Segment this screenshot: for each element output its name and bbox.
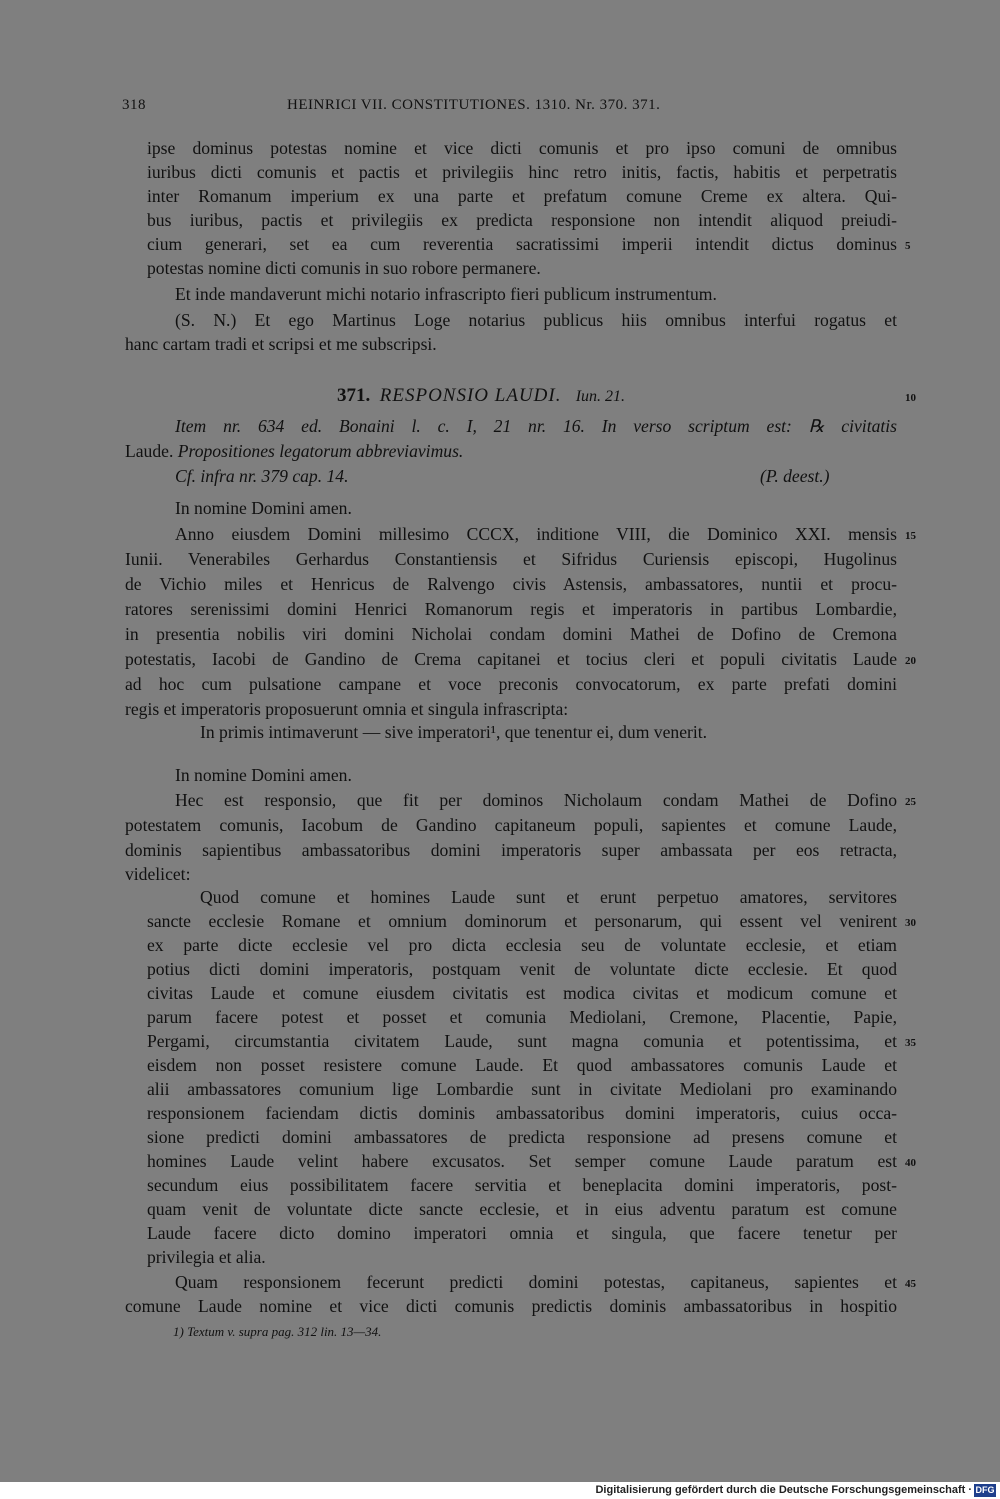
page-number: 318 — [122, 97, 146, 113]
text-line: privilegia et alia. — [147, 1247, 266, 1267]
text-line: sancte ecclesie Romane et omnium dominorum et personarum, qui essent vel venirent — [147, 911, 897, 931]
text-line: iuribus dicti comunis et pactis et privilegiis hinc retro initis, factis, habitis et perpetratis — [147, 162, 897, 182]
text-line: responsionem faciendam dictis dominis ambassatoribus domini imperatoris, cuius occa- — [147, 1103, 897, 1123]
text-line: sione predicti domini ambassatores de predicta responsione ad presens comune et — [147, 1127, 897, 1147]
text-line: alii ambassatores comunium lige Lombardie sunt in civitate Mediolani pro examinando — [147, 1079, 897, 1099]
source-line — [125, 439, 463, 463]
source-line: Cf. infra nr. 379 cap. 14. — [175, 466, 349, 486]
section-number: 371. — [337, 385, 371, 406]
margin-number: 40 — [905, 1157, 916, 1169]
text-line: In primis intimaverunt — sive imperatori¹, que tenentur ei, dum venerit. — [200, 722, 708, 742]
text-line: quam venit de voluntate dicte sancte ecclesie, et in eius adventu paratum est comune — [147, 1199, 897, 1219]
section-title — [337, 383, 625, 410]
margin-number: 25 — [905, 796, 916, 808]
text-line: Hec est responsio, que fit per dominos Nicholaum condam Mathei de Dofino — [175, 790, 897, 810]
source-line: Item nr. 634 ed. Bonaini l. c. I, 21 nr. 16. In verso scriptum est: ℞ civitatis — [175, 416, 897, 436]
text-line: In nomine Domini amen. — [175, 498, 352, 518]
margin-number: 30 — [905, 917, 916, 929]
text-line: Et inde mandaverunt michi notario infrascripto fieri publicum instrumentum. — [175, 284, 717, 304]
text-line: eisdem non posset resistere comune Laude. Et quod ambassatores comunis Laude et — [147, 1055, 897, 1075]
text-line: Pergami, circumstantia civitatem Laude, sunt magna comunia et potentissima, et — [147, 1031, 897, 1051]
text-line: hanc cartam tradi et scripsi et me subscripsi. — [125, 334, 437, 354]
text-line: inter Romanum imperium ex una parte et prefatum comune Creme ex altera. Qui- — [147, 186, 897, 206]
text-line: ad hoc cum pulsatione campane et voce preconis convocatorum, ex parte prefati domini — [125, 674, 897, 694]
text-line: ipse dominus potestas nomine et vice dicti comunis et pro ipso comuni de omnibus — [147, 138, 897, 158]
margin-number: 45 — [905, 1278, 916, 1290]
text-line: de Vichio miles et Henricus de Ralvengo civis Astensis, ambassatores, nuntii et procu- — [125, 574, 897, 594]
source-abbrev: Propositiones legatorum abbreviavimus. — [177, 441, 464, 461]
source-laude: Laude. — [125, 441, 174, 461]
text-line: secundum eius possibilitatem facere servitia et beneplacita domini imperatoris, post- — [147, 1175, 897, 1195]
running-title: HEINRICI VII. CONSTITUTIONES. 1310. Nr. 370. 371. — [287, 97, 661, 113]
text-line: potestas nomine dicti comunis in suo robore permanere. — [147, 258, 541, 278]
text-line: ex parte dicte ecclesie vel pro dicta ecclesia seu de voluntate ecclesie, et etiam — [147, 935, 897, 955]
text-line: Anno eiusdem Domini millesimo CCCX, inditione VIII, die Dominico XXI. mensis — [175, 524, 897, 544]
text-line: potestatem comunis, Iacobum de Gandino capitaneum populi, sapientes et comune Laude, — [125, 815, 897, 835]
digitization-footer — [0, 1482, 1000, 1499]
footnote: 1) Textum v. supra pag. 312 lin. 13—34. — [173, 1324, 382, 1339]
text-line: In nomine Domini amen. — [175, 765, 352, 785]
text-line: homines Laude velint habere excusatos. Set semper comune Laude paratum est — [147, 1151, 897, 1171]
margin-number: 35 — [905, 1037, 916, 1049]
text-line: Quam responsionem fecerunt predicti domini potestas, capitaneus, sapientes et — [175, 1272, 897, 1292]
text-line: regis et imperatoris proposuerunt omnia et singula infrascripta: — [125, 699, 569, 719]
text-line: (S. N.) Et ego Martinus Loge notarius publicus hiis omnibus interfui rogatus et — [175, 310, 897, 330]
text-line: dominis sapientibus ambassatoribus domini imperatoris super ambassata per eos retracta, — [125, 840, 897, 860]
text-line: potius dicti domini imperatoris, postquam venit de voluntate dicte ecclesie. Et quod — [147, 959, 897, 979]
text-line: comune Laude nomine et vice dicti comunis predictis dominis ambassatoribus in hospitio — [125, 1296, 897, 1316]
text-line: Laude facere dicto domino imperatori omnia et singula, que facere tenetur per — [147, 1223, 897, 1243]
text-line: videlicet: — [125, 864, 191, 884]
margin-number: 10 — [905, 392, 916, 404]
text-line: Iunii. Venerabiles Gerhardus Constantiensis et Sifridus Curiensis episcopi, Hugolinus — [125, 549, 897, 569]
margin-number: 20 — [905, 655, 916, 667]
dfg-logo: DFG — [975, 1485, 995, 1495]
text-line: potestatis, Iacobi de Gandino de Crema capitanei et tocius cleri et populi civitatis Laude — [125, 649, 897, 669]
margin-number: 5 — [905, 240, 911, 252]
text-line: ratores serenissimi domini Henrici Romanorum regis et imperatoris in partibus Lombardie, — [125, 599, 897, 619]
text-line: cium generari, set ea cum reverentia sacratissimi imperii intendit dictus dominus — [147, 234, 897, 254]
text-line: parum facere potest et posset et comunia Mediolani, Cremone, Placentie, Papie, — [147, 1007, 897, 1027]
text-line: bus iuribus, pactis et privilegiis ex predicta responsione non intendit aliquod preiudi- — [147, 210, 897, 230]
footer-credit: Digitalisierung gefördert durch die Deutsche Forschungsgemeinschaft · — [595, 1484, 972, 1496]
source-deest: (P. deest.) — [760, 466, 830, 486]
text-line: civitas Laude et comune eiusdem civitatis est modica civitas et modicum comune et — [147, 983, 897, 1003]
text-line: Quod comune et homines Laude sunt et erunt perpetuo amatores, servitores — [200, 887, 897, 907]
section-heading: RESPONSIO LAUDI. — [379, 385, 562, 406]
text-line: in presentia nobilis viri domini Nicholai condam domini Mathei de Dofino de Cremona — [125, 624, 897, 644]
margin-number: 15 — [905, 530, 916, 542]
section-date: Iun. 21. — [575, 388, 626, 405]
